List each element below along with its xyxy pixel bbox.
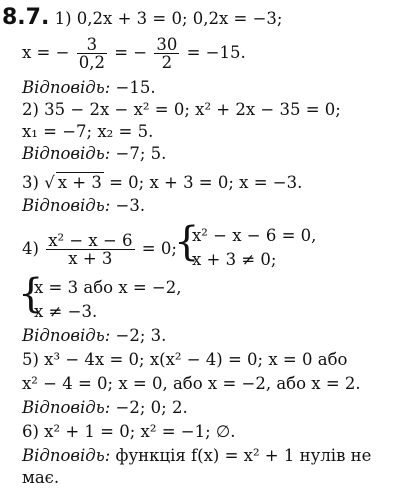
answer-label: Відповідь:	[22, 78, 111, 97]
answer-value: −2; 0; 2.	[110, 398, 188, 417]
system-brace-2: {	[18, 271, 44, 317]
part4-line1: 4) $\frac{\text{x² − x − 6}}{x + 3}$ = 0;	[22, 231, 177, 268]
answer-value: функція f(x) = x² + 1 нулів не	[110, 446, 372, 465]
answer-label: Відповідь:	[22, 398, 111, 417]
part1-eq2: = −	[114, 43, 148, 62]
answer-value: −15.	[110, 78, 156, 97]
part5-line1: 5) x³ − 4x = 0; x(x² − 4) = 0; x = 0 або	[22, 350, 348, 369]
part3-answer	[22, 196, 145, 216]
part1-x-eq: x = −	[22, 43, 70, 62]
part1-equation: 1) 0,2x + 3 = 0; 0,2x = −3;	[54, 9, 283, 28]
part1-line2	[22, 36, 246, 71]
system2-line1: x = 3 або x = −2,	[34, 278, 182, 297]
system-brace-1: {	[174, 219, 200, 265]
part3-line1: 3) √ x + 3 = 0; x + 3 = 0; x = −3.	[22, 173, 303, 192]
answer-label: Відповідь:	[22, 446, 111, 465]
part1-rest: = −15.	[186, 43, 246, 62]
system2-line2: x ≠ −3.	[34, 302, 98, 321]
part2-line1: 2) 35 − 2x − x² = 0; x² + 2x − 35 = 0;	[22, 100, 341, 119]
fraction-30-over-2: $\frac{30}{2}$	[156, 35, 178, 72]
fraction-quadratic: $\frac{\text{x² − x − 6}}{x + 3}$	[48, 231, 133, 268]
sqrt-radicand: x + 3	[57, 173, 102, 192]
answer-label: Відповідь:	[22, 196, 111, 215]
answer-label: Відповідь:	[22, 144, 111, 163]
part6-answer	[22, 446, 371, 466]
part2-answer	[22, 144, 166, 164]
fraction-3-over-0-2: $\frac{3}{0,2}$	[78, 35, 105, 72]
part2-line2: x₁ = −7; x₂ = 5.	[22, 122, 154, 141]
system1-line2: x + 3 ≠ 0;	[192, 250, 277, 269]
sqrt-sign: √	[44, 173, 55, 192]
answer-value: −2; 3.	[110, 326, 167, 345]
system1-line1: x² − x − 6 = 0,	[192, 226, 317, 245]
part4-answer	[22, 326, 166, 346]
part6-line1: 6) x² + 1 = 0; x² = −1; ∅.	[22, 422, 236, 441]
part5-line2: x² − 4 = 0; x = 0, або x = −2, або x = 2.	[22, 374, 361, 393]
answer-value: −3.	[110, 196, 146, 215]
answer-value: −7; 5.	[110, 144, 167, 163]
answer-label: Відповідь:	[22, 326, 111, 345]
part1-answer	[22, 78, 156, 98]
part6-answer-cont: має.	[22, 468, 60, 487]
part1-line1	[2, 5, 283, 30]
part5-answer	[22, 398, 188, 418]
problem-number: 8.7.	[2, 5, 50, 30]
